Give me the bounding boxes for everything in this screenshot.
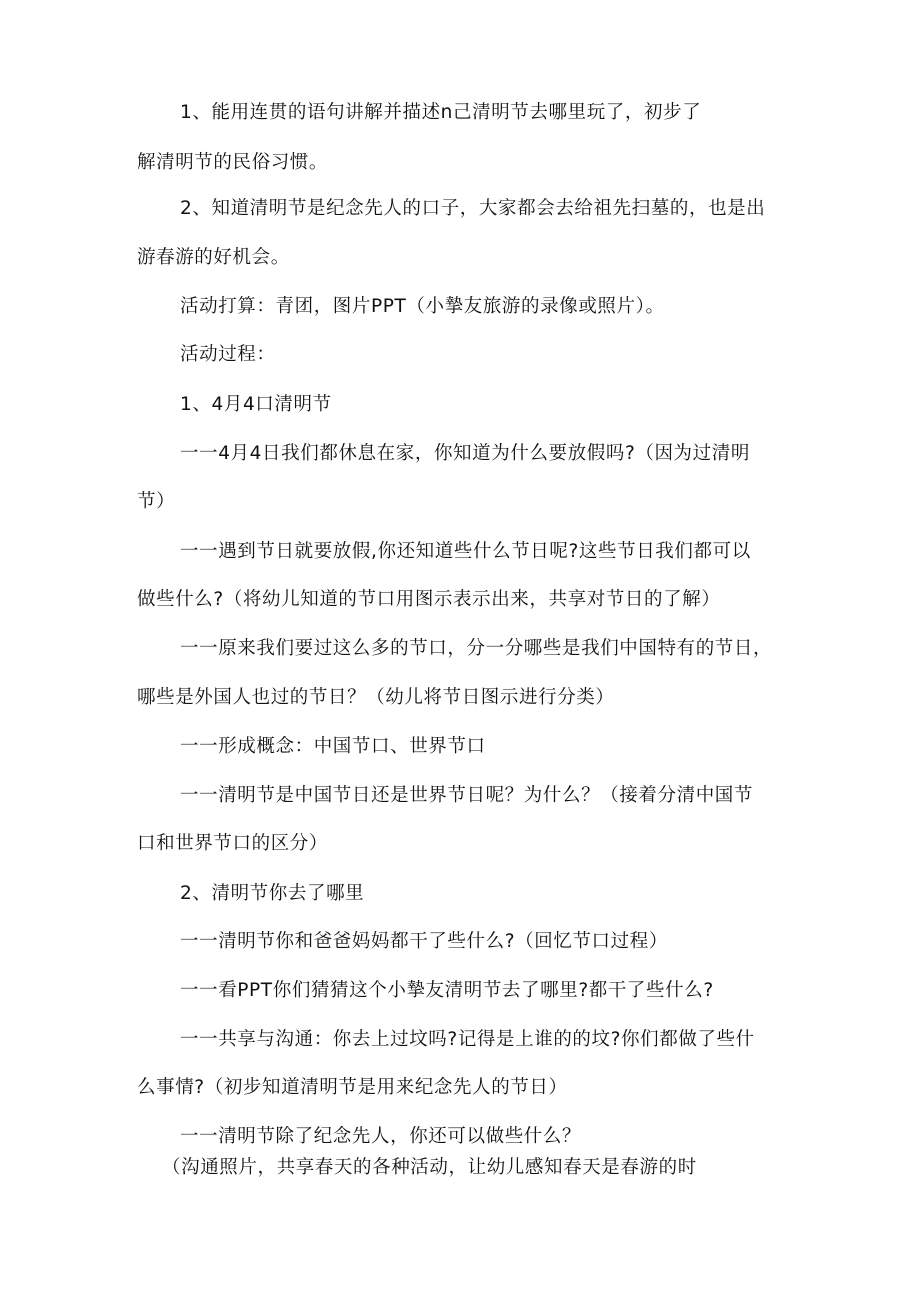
paragraph-3-line-1: 一一原来我们要过这么多的节口，分一分哪些是我们中国特有的节日， <box>180 638 773 659</box>
paragraph-8-line-1: 一一共享与沟通：你去上过坟吗?记得是上谁的的坟?你们都做了些什 <box>180 1029 755 1050</box>
paragraph-6-line: 一一清明节你和爸爸妈妈都干了些什么?（回忆节口过程） <box>180 931 668 952</box>
objective-2-line-2: 游春游的好机会。 <box>137 247 290 268</box>
paragraph-1-line-1: 一一4月4日我们都休息在家，你知道为什么要放假吗?（因为过清明 <box>180 443 750 464</box>
paragraph-2-line-1: 一一遇到节日就要放假,你还知道些什么节日呢?这些节日我们都可以 <box>180 541 751 562</box>
paragraph-2-line-2: 做些什么?（将幼儿知道的节口用图示表示出来，共享对节日的了解） <box>137 589 721 610</box>
process-heading: 活动过程： <box>180 344 276 365</box>
paragraph-10-line: （沟通照片，共享春天的各种活动，让幼儿感知春天是春游的时 <box>162 1157 697 1178</box>
paragraph-5-line-2: 口和世界节口的区分） <box>137 833 329 854</box>
paragraph-1-line-2: 节） <box>137 491 176 512</box>
paragraph-4-line: 一一形成概念：中国节口、世界节口 <box>180 736 486 757</box>
objective-1-line-1: 1、能用连贯的语句讲解并描述n己清明节去哪里玩了，初步了 <box>180 102 702 123</box>
materials-line: 活动打算：青团，图片PPT（小摯友旅游的录像或照片）。 <box>180 296 665 317</box>
objective-1-line-2: 解清明节的民俗习惯。 <box>137 152 329 173</box>
section-1-heading: 1、4月4口清明节 <box>180 394 332 415</box>
paragraph-9-line: 一一清明节除了纪念先人，你还可以做些什么？ <box>180 1126 582 1147</box>
paragraph-8-line-2: 么事情?（初步知道清明节是用来纪念先人的节日） <box>137 1077 568 1098</box>
paragraph-5-line-1: 一一清明节是中国节日还是世界节日呢？为什么？（接着分清中国节 <box>180 785 754 806</box>
paragraph-3-line-2: 哪些是外国人也过的节日？（幼儿将节日图示进行分类） <box>137 687 615 708</box>
section-2-heading: 2、清明节你去了哪里 <box>180 883 365 904</box>
paragraph-7-line: 一一看PPT你们猜猜这个小摯友清明节去了哪里?都干了些什么? <box>180 980 714 1001</box>
objective-2-line-1: 2、知道清明节是纪念先人的口子，大家都会去给祖先扫墓的，也是出 <box>180 198 766 219</box>
